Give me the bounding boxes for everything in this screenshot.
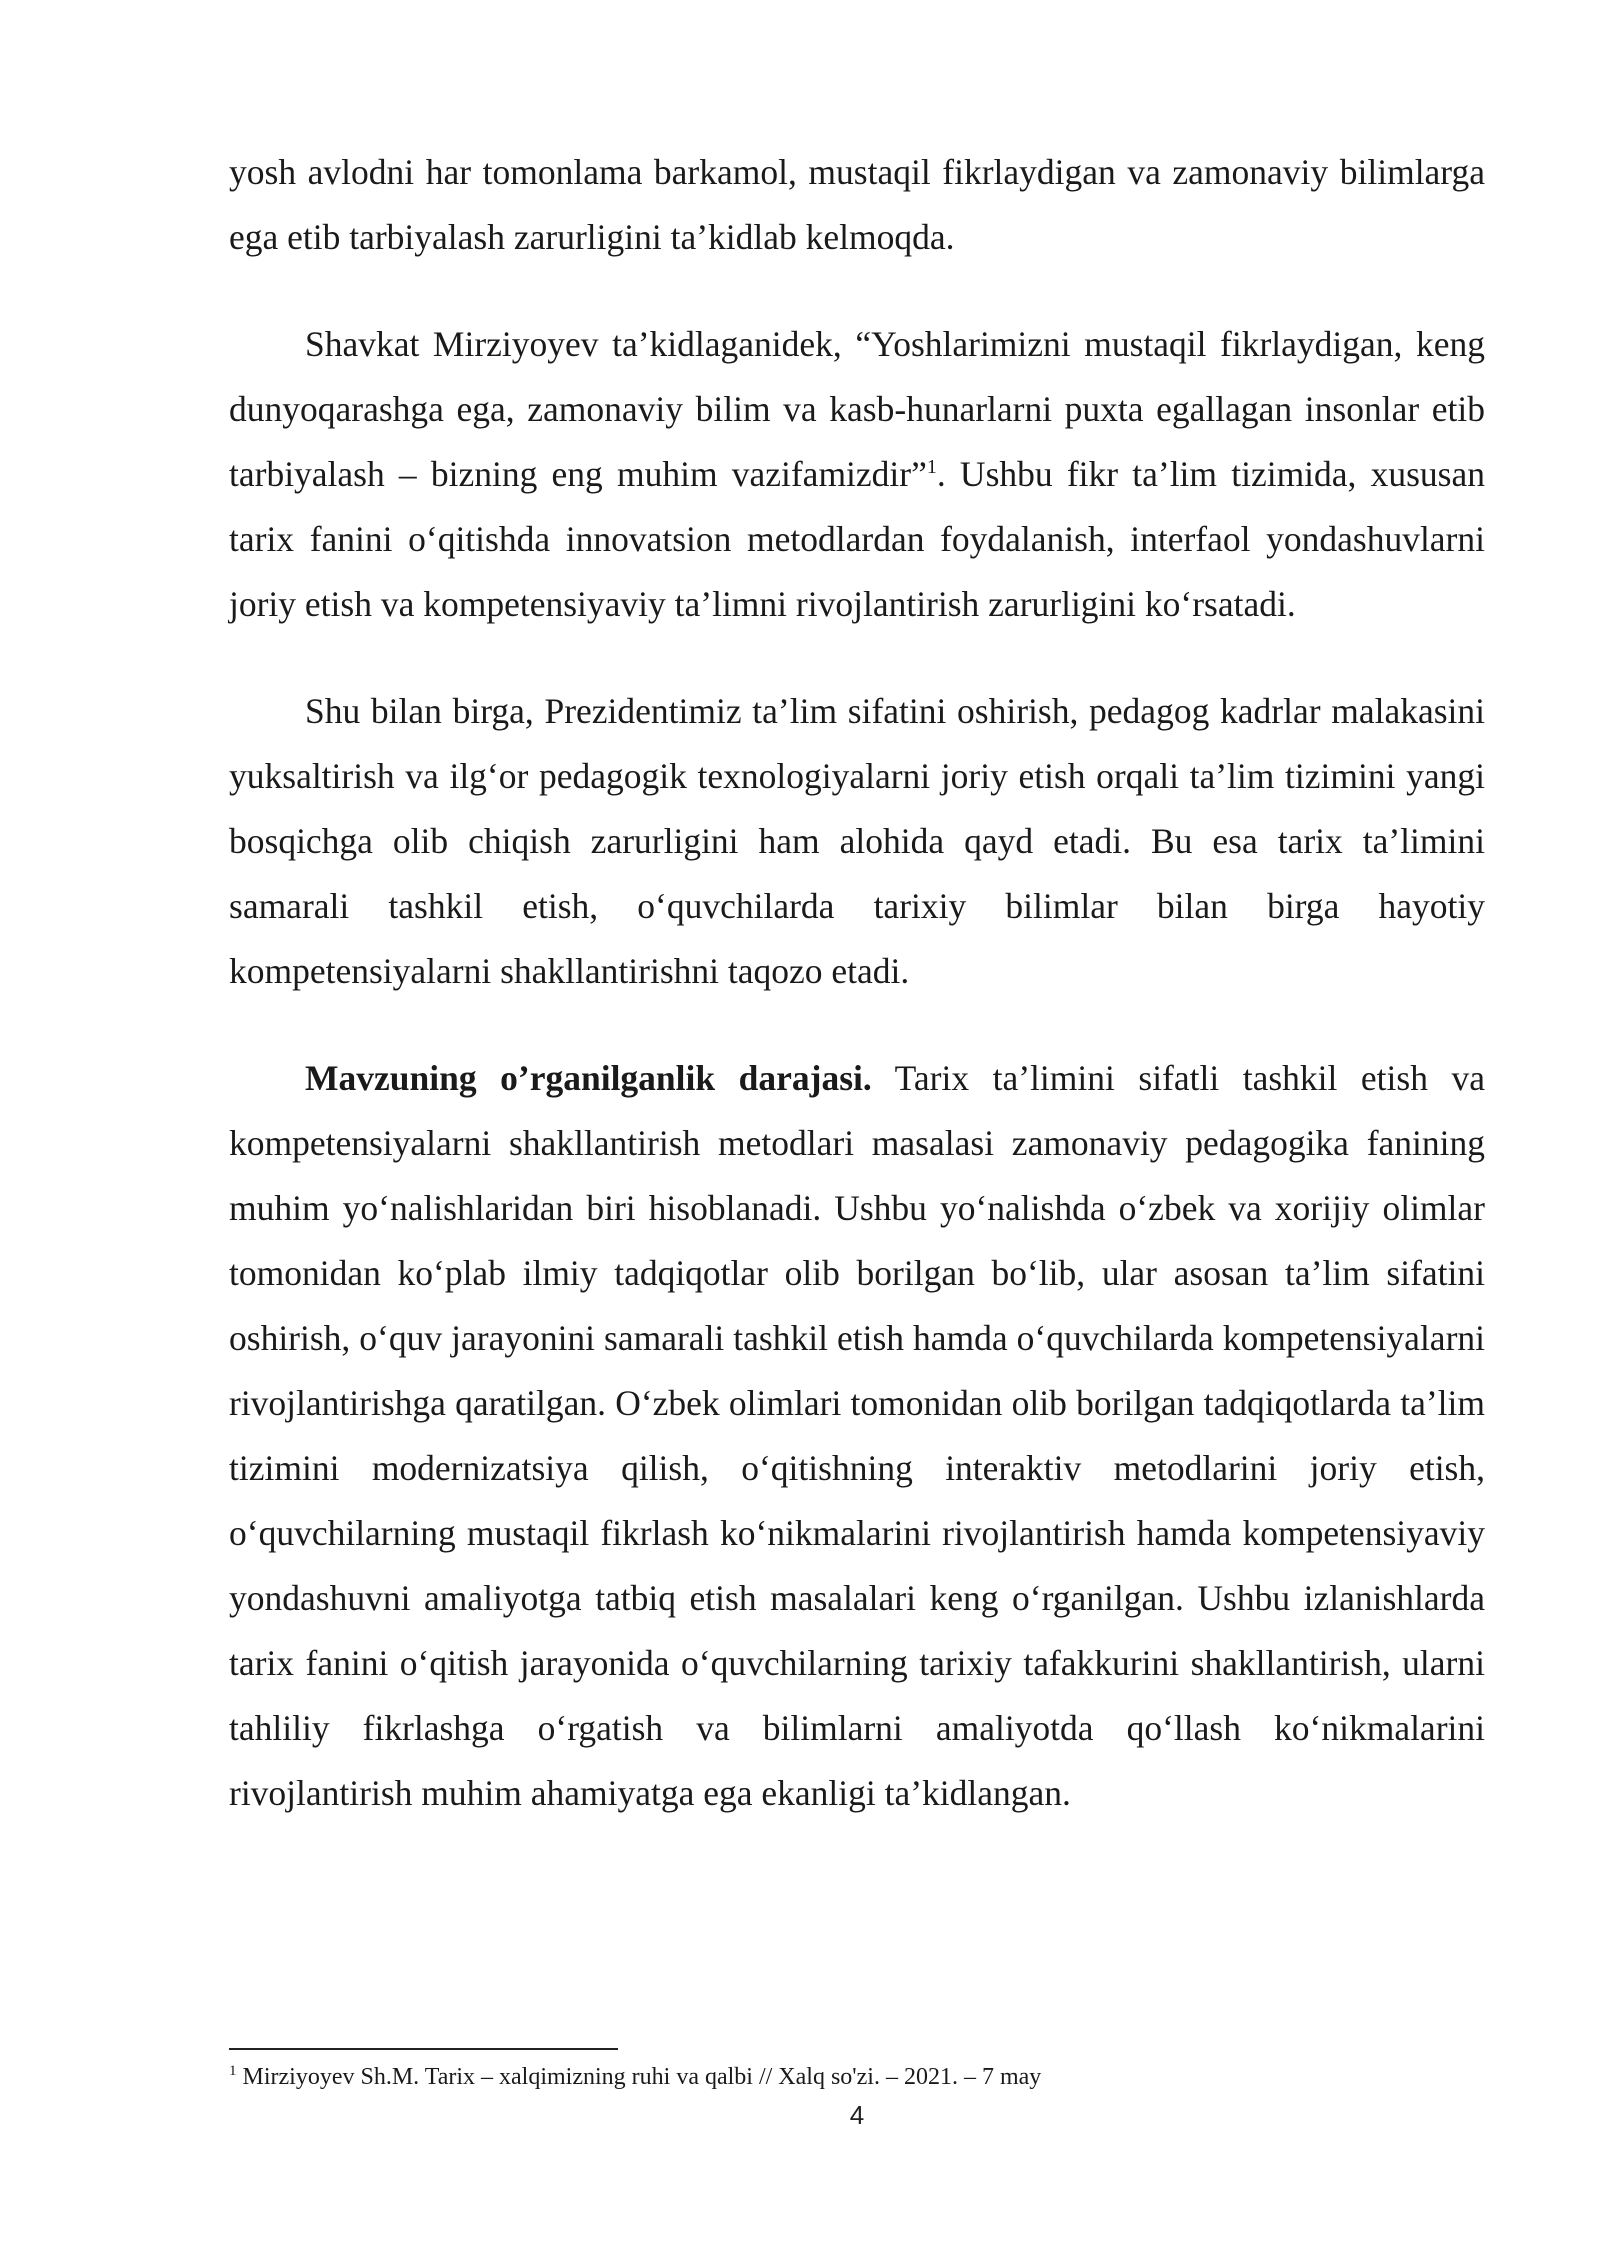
footnote (229, 2062, 1485, 2092)
quote-followup-text: . Ushbu fikr ta’lim tizimida, xususan tarix fanini o‘qitishda innovatsion metodlardan foydalanish, interfaol yondashuvlarni joriy etish va kompetensiyaviy ta’limni rivojlantirish zarurligini ko‘rsatadi. (229, 454, 1485, 624)
paragraph-continuation: yosh avlodni har tomonlama barkamol, mustaqil fikrlaydigan va zamonaviy bilimlarga ega etib tarbiyalash zarurligini ta’kidlab kelmoqda. (229, 152, 1485, 257)
footnote-separator (229, 2048, 618, 2050)
paragraph-mirziyoyev-quote (229, 312, 1485, 637)
research-level-text: Tarix ta’limini sifatli tashkil etish va kompetensiyalarni shakllantirish metodlari masalasi zamonaviy pedagogika fanining muhim yo‘nalishlaridan biri hisoblanadi. Ushbu yo‘nalishda o‘zbek va xorijiy olimlar tomonidan ko‘plab ilmiy tadqiqotlar olib borilgan bo‘lib, ular asosan ta’lim sifatini oshirish, o‘quv jarayonini samarali tashkil etish hamda o‘quvchilarda kompetensiyalarni rivojlantirishga qaratilgan. O‘zbek olimlari tomonidan olib borilgan tadqiqotlarda ta’lim tizimini modernizatsiya qilish, o‘qitishning interaktiv metodlarini joriy etish, o‘quvchilarning mustaqil fikrlash ko‘nikmalarini rivojlantirish hamda kompetensiyaviy yondashuvni amaliyotga tatbiq etish masalalari keng o‘rganilgan. Ushbu izlanishlarda tarix fanini o‘qitish jarayonida o‘quvchilarning tarixiy tafakkurini shakllantirish, ularni tahliliy fikrlashga o‘rgatish va bilimlarni amaliyotda qo‘llash ko‘nikmalarini rivojlantirish muhim ahamiyatga ega ekanligi ta’kidlangan. (229, 1058, 1485, 1813)
section-heading: Mavzuning o’rganilganlik darajasi. (305, 1058, 872, 1098)
footnote-text: Mirziyoyev Sh.M. Tarix – xalqimizning ruhi va qalbi // Xalq so'zi. – 2021. – 7 may (242, 2064, 1042, 2090)
footnote-number: 1 (229, 2063, 237, 2079)
body-text (229, 140, 1485, 1868)
footnote-reference[interactable]: 1 (926, 456, 937, 479)
quote-text: Shavkat Mirziyoyev ta’kidlaganidek, “Yoshlarimizni mustaqil fikrlaydigan, keng dunyoqarashga ega, zamonaviy bilim va kasb-hunarlarni puxta egallagan insonlar etib tarbiyalash – bizning eng muhim vazifamizdir” (229, 324, 1485, 494)
paragraph-research-level (229, 1046, 1485, 1826)
paragraph-president-education: Shu bilan birga, Prezidentimiz ta’lim sifatini oshirish, pedagog kadrlar malakasini yuksaltirish va ilg‘or pedagogik texnologiyalarni joriy etish orqali ta’lim tizimini yangi bosqichga olib chiqish zarurligini ham alohida qayd etadi. Bu esa tarix ta’limini samarali tashkil etish, o‘quvchilarda tarixiy bilimlar bilan birga hayotiy kompetensiyalarni shakllantirishni taqozo etadi. (229, 691, 1485, 991)
page-number: 4 (849, 2100, 865, 2130)
